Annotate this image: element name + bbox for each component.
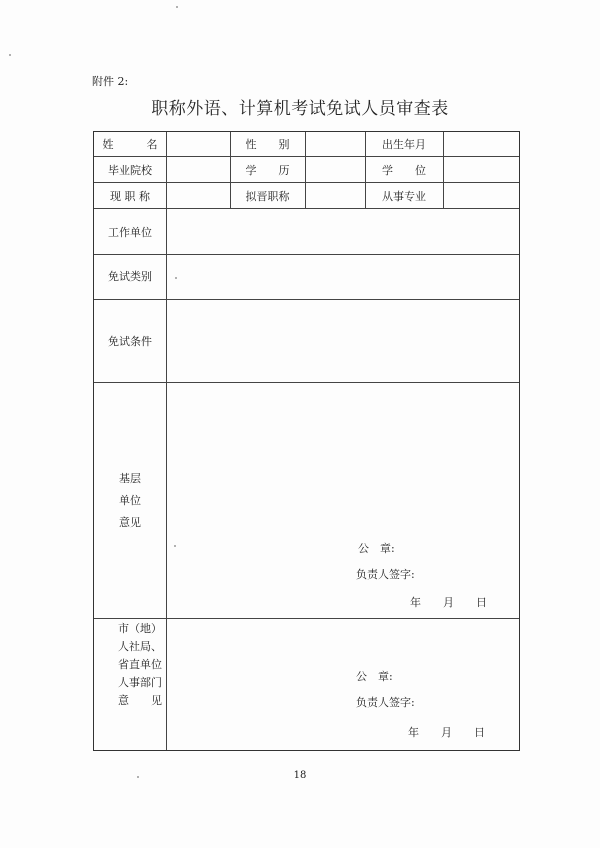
label-specialty: 从事专业 [382,190,426,203]
grassroots-date: 年 月 日 [410,596,487,609]
label-gender: 性 别 [245,138,290,151]
scan-speck [9,54,11,56]
column-divider [166,132,167,750]
label-line: 意 见 [118,694,162,707]
label-current-title: 现 职 称 [110,190,150,203]
label-applied-title: 拟晋职称 [245,190,290,203]
review-form-table [93,131,520,751]
label-line: 单位 [119,494,141,507]
label-grassroots-opinion [94,468,166,534]
label-name: 姓 名 [102,138,158,151]
row-divider [94,156,519,157]
column-divider [443,132,444,208]
column-divider [305,132,306,208]
label-line: 人事部门 [118,676,162,689]
label-city-opinion [118,620,166,710]
form-title: 职称外语、计算机考试免试人员审查表 [151,99,449,119]
label-line: 省直单位 [118,658,162,671]
row-divider [94,618,519,619]
scan-speck [174,545,176,547]
page-number: 18 [293,770,307,781]
row-divider [94,208,519,209]
label-education: 学 历 [245,164,290,177]
grassroots-signature: 负责人签字: [356,568,415,581]
scan-speck [137,776,139,778]
scan-speck [175,277,177,279]
label-school: 毕业院校 [108,164,152,177]
scan-speck [176,6,178,8]
row-divider [94,299,519,300]
attachment-label: 附件 2: [92,75,129,88]
label-line: 市（地） [118,622,162,635]
row-divider [94,182,519,183]
label-exempt-category: 免试类别 [108,270,152,283]
city-date: 年 月 日 [408,726,485,739]
label-work-unit: 工作单位 [108,226,152,239]
label-line: 基层 [119,472,141,485]
grassroots-seal: 公 章: [358,542,395,555]
label-line: 意见 [119,516,141,529]
row-divider [94,254,519,255]
city-signature: 负责人签字: [356,696,415,709]
row-divider [94,382,519,383]
label-degree: 学 位 [382,164,426,177]
label-exempt-condition: 免试条件 [108,335,152,348]
city-seal: 公 章: [356,670,393,683]
label-line: 人社局、 [118,640,162,653]
label-birth-date: 出生年月 [382,138,426,151]
